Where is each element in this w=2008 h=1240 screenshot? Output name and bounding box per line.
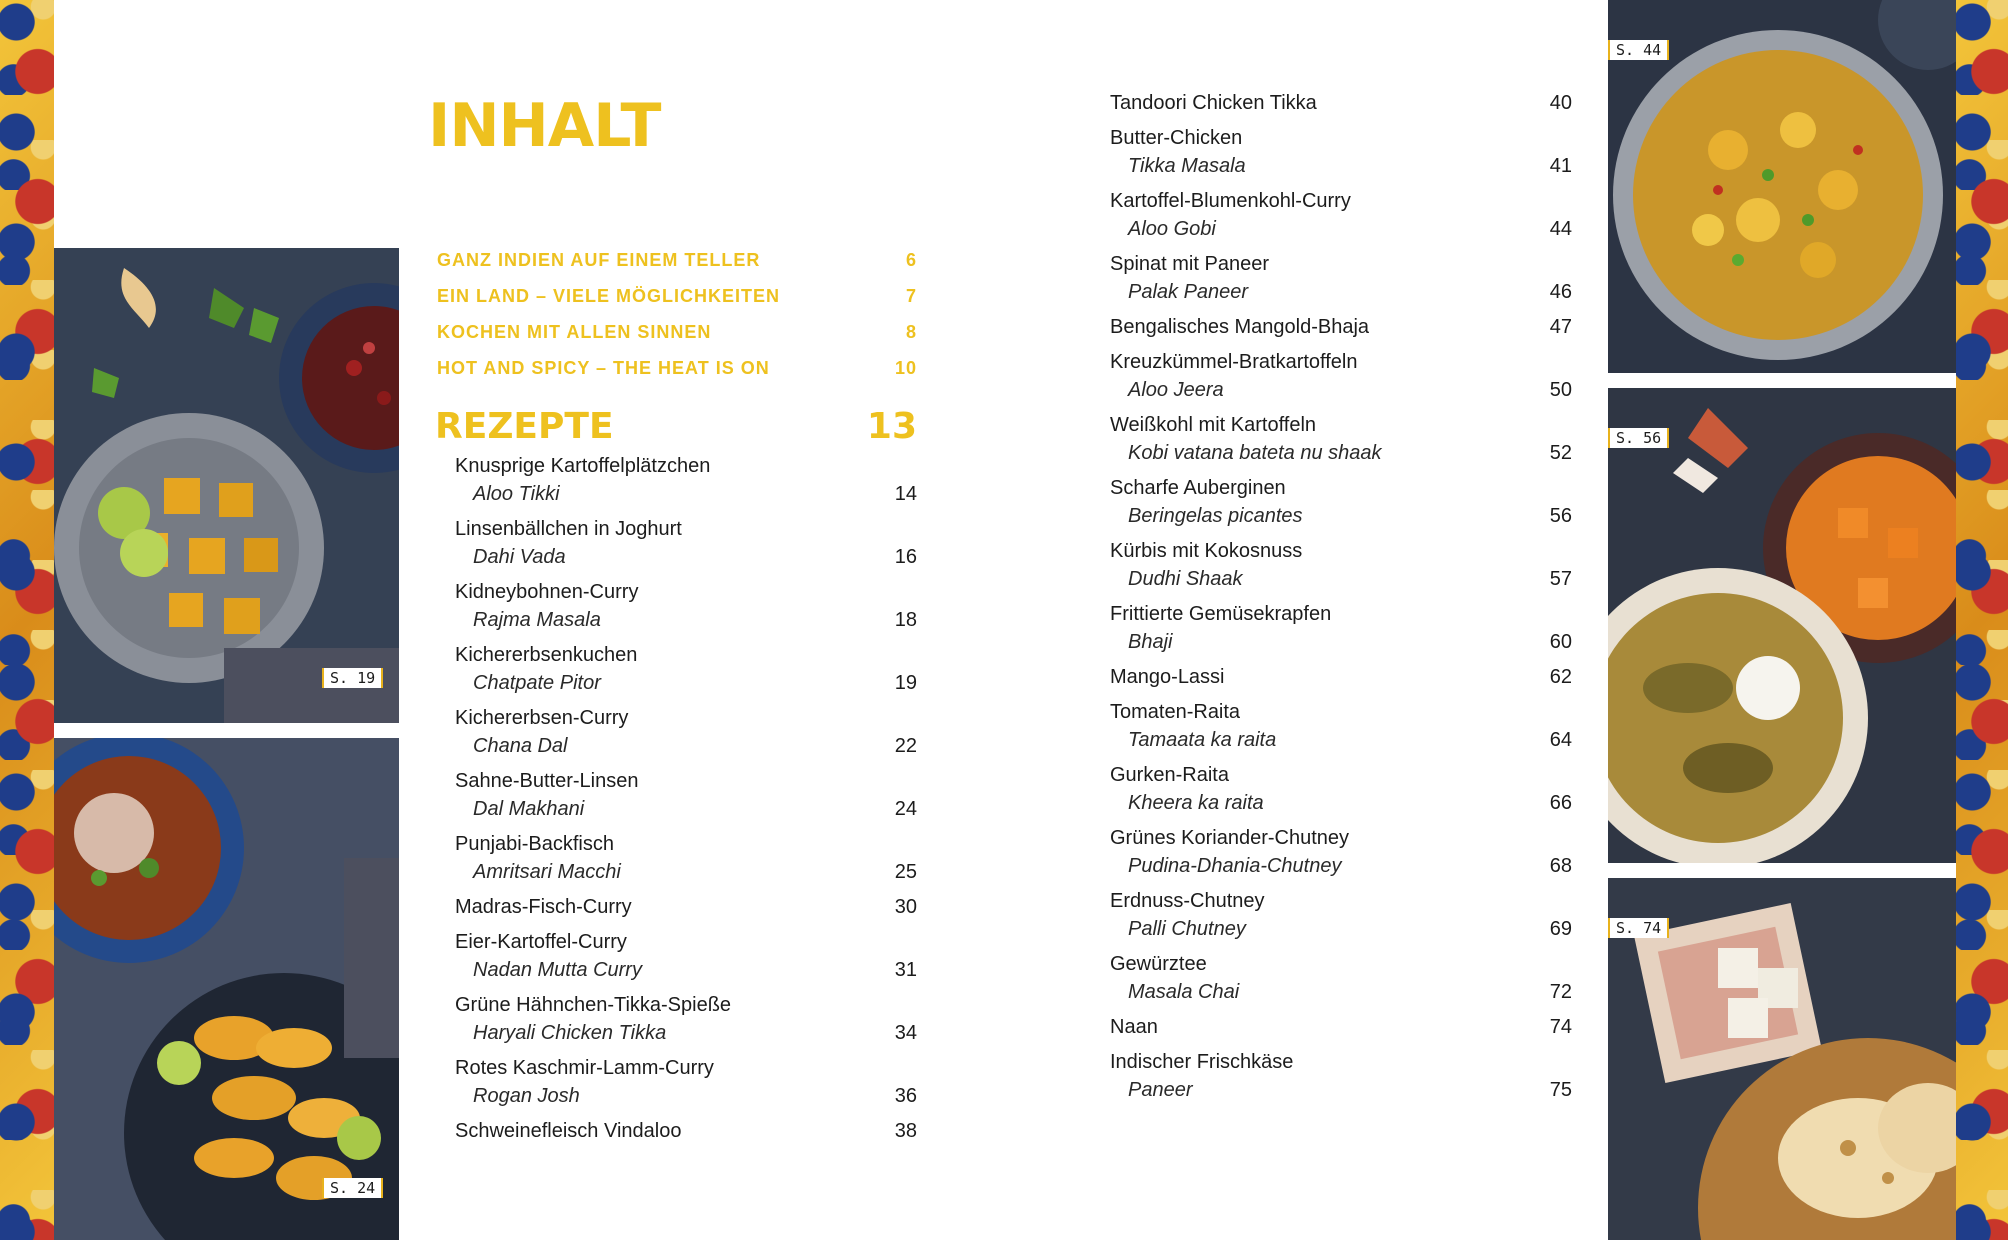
recipe-entry[interactable] <box>455 928 917 984</box>
recipe-page-number: 38 <box>894 1120 917 1142</box>
recipe-page-number: 64 <box>1549 729 1572 751</box>
toc-section-entry[interactable] <box>437 353 917 383</box>
toc-section-label: EIN LAND – VIELE MÖGLICHKEITEN <box>437 285 781 306</box>
recipe-entry[interactable] <box>1110 1013 1572 1041</box>
recipe-subtitle: Rogan Josh <box>473 1085 580 1107</box>
recipe-entry[interactable] <box>1110 663 1572 691</box>
photo-aloo-gobi <box>1608 0 1956 373</box>
recipe-entry[interactable] <box>1110 411 1572 467</box>
recipe-page-number: 62 <box>1549 666 1572 688</box>
recipe-name: Kidneybohnen-Curry <box>455 581 639 603</box>
recipe-subtitle: Aloo Tikki <box>473 483 560 505</box>
recipe-name: Indischer Frischkäse <box>1110 1051 1294 1073</box>
tile-pattern-left-border <box>0 0 54 1240</box>
recipe-page-number: 41 <box>1549 155 1572 177</box>
recipe-entry[interactable] <box>455 1117 917 1145</box>
recipe-name: Schweinefleisch Vindaloo <box>455 1120 682 1142</box>
recipes-section-heading[interactable] <box>435 406 917 456</box>
recipe-page-number: 16 <box>894 546 917 568</box>
recipe-entry[interactable] <box>455 767 917 823</box>
recipe-name: Grünes Koriander-Chutney <box>1110 827 1350 849</box>
recipe-entry[interactable] <box>455 991 917 1047</box>
recipe-subtitle: Aloo Jeera <box>1128 379 1224 401</box>
recipe-subtitle: Rajma Masala <box>473 609 601 631</box>
recipe-name: Kürbis mit Kokosnuss <box>1110 540 1303 562</box>
recipe-entry[interactable] <box>1110 89 1572 117</box>
page-title: INHALT <box>428 91 661 161</box>
recipe-name: Punjabi-Backfisch <box>455 833 614 855</box>
recipe-page-number: 40 <box>1549 92 1572 114</box>
recipe-list-left <box>455 452 917 1152</box>
recipe-name: Weißkohl mit Kartoffeln <box>1110 414 1317 436</box>
recipe-name: Tandoori Chicken Tikka <box>1110 92 1317 114</box>
recipe-list-right <box>1110 89 1572 1111</box>
recipe-page-number: 50 <box>1549 379 1572 401</box>
recipe-page-number: 74 <box>1549 1016 1572 1038</box>
recipe-entry[interactable] <box>455 830 917 886</box>
recipe-subtitle: Palak Paneer <box>1128 281 1249 303</box>
recipe-entry[interactable] <box>1110 1048 1572 1104</box>
recipe-page-number: 47 <box>1549 316 1572 338</box>
recipe-entry[interactable] <box>455 578 917 634</box>
photo-page-tag: S. 19 <box>322 668 383 688</box>
recipe-page-number: 22 <box>894 735 917 757</box>
recipe-subtitle: Palli Chutney <box>1128 918 1246 940</box>
recipe-page-number: 69 <box>1549 918 1572 940</box>
toc-section-entry[interactable] <box>437 281 917 311</box>
recipe-name: Gurken-Raita <box>1110 764 1229 786</box>
recipe-page-number: 19 <box>894 672 917 694</box>
recipe-name: Madras-Fisch-Curry <box>455 896 632 918</box>
recipe-page-number: 31 <box>894 959 917 981</box>
recipe-page-number: 24 <box>894 798 917 820</box>
recipe-name: Kichererbsen-Curry <box>455 707 629 729</box>
recipe-name: Kartoffel-Blumenkohl-Curry <box>1110 190 1351 212</box>
recipe-entry[interactable] <box>1110 537 1572 593</box>
recipe-subtitle: Paneer <box>1128 1079 1193 1101</box>
recipe-entry[interactable] <box>1110 124 1572 180</box>
recipe-subtitle: Beringelas picantes <box>1128 505 1303 527</box>
toc-section-page: 7 <box>905 285 917 306</box>
recipe-name: Kreuzkümmel-Bratkartoffeln <box>1110 351 1358 373</box>
recipe-page-number: 52 <box>1549 442 1572 464</box>
recipe-page-number: 14 <box>894 483 917 505</box>
recipe-subtitle: Dal Makhani <box>473 798 585 820</box>
recipe-name: Scharfe Auberginen <box>1110 477 1286 499</box>
recipes-section-page: 13 <box>866 406 917 447</box>
recipe-page-number: 36 <box>894 1085 917 1107</box>
recipe-subtitle: Kheera ka raita <box>1128 792 1264 814</box>
recipe-entry[interactable] <box>1110 824 1572 880</box>
recipe-entry[interactable] <box>1110 761 1572 817</box>
recipe-name: Linsenbällchen in Joghurt <box>455 518 682 540</box>
photo-page-tag: S. 74 <box>1608 918 1669 938</box>
recipe-entry[interactable] <box>1110 313 1572 341</box>
recipe-entry[interactable] <box>455 452 917 508</box>
recipe-subtitle: Amritsari Macchi <box>473 861 621 883</box>
recipe-name: Knusprige Kartoffelplätzchen <box>455 455 711 477</box>
recipe-subtitle: Dudhi Shaak <box>1128 568 1243 590</box>
recipe-subtitle: Kobi vatana bateta nu shaak <box>1128 442 1382 464</box>
recipe-page-number: 34 <box>894 1022 917 1044</box>
recipe-name: Spinat mit Paneer <box>1110 253 1269 275</box>
recipe-name: Erdnuss-Chutney <box>1110 890 1265 912</box>
toc-section-entry[interactable] <box>437 317 917 347</box>
recipe-page-number: 18 <box>894 609 917 631</box>
recipe-name: Gewürztee <box>1110 953 1207 975</box>
recipe-subtitle: Masala Chai <box>1128 981 1240 1003</box>
photo-page-tag: S. 44 <box>1608 40 1669 60</box>
recipe-entry[interactable] <box>455 704 917 760</box>
recipe-entry[interactable] <box>1110 887 1572 943</box>
recipe-subtitle: Haryali Chicken Tikka <box>473 1022 667 1044</box>
toc-section-page: 10 <box>894 357 917 378</box>
recipe-page-number: 46 <box>1549 281 1572 303</box>
recipe-name: Sahne-Butter-Linsen <box>455 770 639 792</box>
recipe-name: Frittierte Gemüsekrapfen <box>1110 603 1332 625</box>
tile-pattern-right-border <box>1956 0 2008 1240</box>
recipe-entry[interactable] <box>1110 250 1572 306</box>
toc-section-page: 8 <box>905 321 917 342</box>
recipe-page-number: 56 <box>1549 505 1572 527</box>
recipes-section-label: REZEPTE <box>435 406 614 447</box>
recipe-page-number: 75 <box>1549 1079 1572 1101</box>
recipe-page-number: 30 <box>894 896 917 918</box>
recipe-subtitle: Dahi Vada <box>473 546 566 568</box>
recipe-name: Mango-Lassi <box>1110 666 1225 688</box>
toc-section-page: 6 <box>905 249 917 270</box>
photo-fish-pakora <box>54 738 399 1240</box>
recipe-subtitle: Chana Dal <box>473 735 568 757</box>
recipe-subtitle: Nadan Mutta Curry <box>473 959 642 981</box>
recipe-entry[interactable] <box>455 893 917 921</box>
recipe-page-number: 66 <box>1549 792 1572 814</box>
recipe-page-number: 57 <box>1549 568 1572 590</box>
toc-section-entry[interactable] <box>437 245 917 275</box>
photo-paneer-tikka <box>54 248 399 723</box>
photo-page-tag: S. 24 <box>322 1178 383 1198</box>
recipe-subtitle: Pudina-Dhania-Chutney <box>1128 855 1342 877</box>
recipe-entry[interactable] <box>1110 950 1572 1006</box>
photo-page-tag: S. 56 <box>1608 428 1669 448</box>
recipe-subtitle: Chatpate Pitor <box>473 672 601 694</box>
toc-section-label: KOCHEN MIT ALLEN SINNEN <box>437 321 712 342</box>
recipe-name: Butter-Chicken <box>1110 127 1243 149</box>
recipe-page-number: 72 <box>1549 981 1572 1003</box>
recipe-page-number: 60 <box>1549 631 1572 653</box>
recipe-name: Grüne Hähnchen-Tikka-Spieße <box>455 994 732 1016</box>
recipe-entry[interactable] <box>1110 474 1572 530</box>
recipe-name: Tomaten-Raita <box>1110 701 1241 723</box>
recipe-name: Naan <box>1110 1016 1158 1038</box>
recipe-entry[interactable] <box>455 515 917 571</box>
recipe-name: Rotes Kaschmir-Lamm-Curry <box>455 1057 714 1079</box>
recipe-subtitle: Aloo Gobi <box>1128 218 1216 240</box>
recipe-subtitle: Tamaata ka raita <box>1128 729 1277 751</box>
recipe-name: Eier-Kartoffel-Curry <box>455 931 627 953</box>
recipe-entry[interactable] <box>1110 600 1572 656</box>
recipe-subtitle: Bhaji <box>1128 631 1173 653</box>
recipe-page-number: 25 <box>894 861 917 883</box>
recipe-entry[interactable] <box>455 1054 917 1110</box>
toc-section-label: GANZ INDIEN AUF EINEM TELLER <box>437 249 761 270</box>
photo-naan-paneer <box>1608 878 1956 1240</box>
photo-pumpkin-curry <box>1608 388 1956 863</box>
recipe-entry[interactable] <box>1110 698 1572 754</box>
recipe-subtitle: Tikka Masala <box>1128 155 1246 177</box>
toc-section-label: HOT AND SPICY – THE HEAT IS ON <box>437 357 770 378</box>
recipe-page-number: 44 <box>1549 218 1572 240</box>
recipe-entry[interactable] <box>1110 187 1572 243</box>
recipe-page-number: 68 <box>1549 855 1572 877</box>
recipe-entry[interactable] <box>1110 348 1572 404</box>
recipe-entry[interactable] <box>455 641 917 697</box>
recipe-name: Kichererbsenkuchen <box>455 644 638 666</box>
recipe-name: Bengalisches Mangold-Bhaja <box>1110 316 1370 338</box>
